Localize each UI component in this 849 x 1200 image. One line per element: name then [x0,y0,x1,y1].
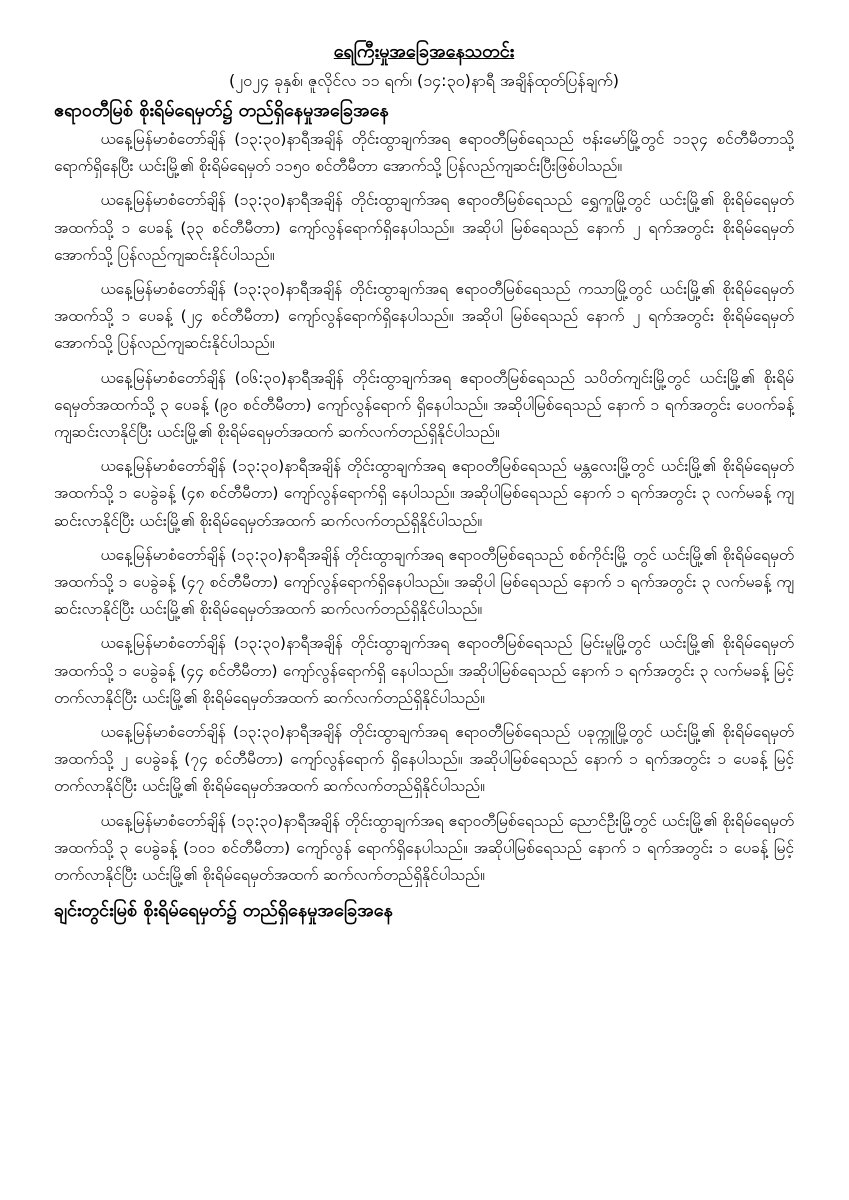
paragraph-katha: ယနေ့မြန်မာစံတော်ချိန် (၁၃:၃၀)နာရီအချိန် တိုင်းထွာချက်အရ ဧရာဝတီမြစ်ရေသည် ကသာမြို့တွင် ယင်းမြို့၏ စိုးရိမ်ရေမှတ်အထက်သို့ ၁ ပေခန့် (၂၄ စင်တီမီတာ) ကျော်လွန်ရောက်ရှိနေပါသည်။ အဆိုပါ မြစ်ရေသည် နောက် ၂ ရက်အတွင်း စိုးရိမ်ရေမှတ်အောက်သို့ ပြန်လည်ကျဆင်းနိုင်ပါသည်။ [54,280,794,353]
paragraph-bhamo: ယနေ့မြန်မာစံတော်ချိန် (၁၃:၃၀)နာရီအချိန် တိုင်းထွာချက်အရ ဧရာဝတီမြစ်ရေသည် ဗန်းမော်မြို့တွင် ၁၁၃၄ စင်တီမီတာသို့ ရောက်ရှိနေပြီး ယင်းမြို့၏ စိုးရိမ်ရေမှတ် ၁၁၅၀ စင်တီမီတာ အောက်သို့ ပြန်လည်ကျဆင်းပြီးဖြစ်ပါသည်။ [54,130,794,176]
paragraph-myinmu: ယနေ့မြန်မာစံတော်ချိန် (၁၃:၃၀)နာရီအချိန် တိုင်းထွာချက်အရ ဧရာဝတီမြစ်ရေသည် မြင်းမူမြို့တွင် ယင်းမြို့၏ စိုးရိမ်ရေမှတ်အထက်သို့ ၁ ပေခွဲခန့် (၄၄ စင်တီမီတာ) ကျော်လွန်ရောက်ရှိ နေပါသည်။ အဆိုပါမြစ်ရေသည် နောက် ၁ ရက်အတွင်း ၃ လက်မခန့် မြင့်တက်လာနိုင်ပြီး ယင်းမြို့၏ စိုးရိမ်ရေမှတ်အထက် ဆက်လက်တည်ရှိနိုင်ပါသည်။ [54,634,794,707]
section-heading-ayeyarwady: ဧရာဝတီမြစ် စိုးရိမ်ရေမှတ်၌ တည်ရှိနေမှုအခြေအနေ [54,100,389,121]
paragraph-shwegu: ယနေ့မြန်မာစံတော်ချိန် (၁၃:၃၀)နာရီအချိန် တိုင်းထွာချက်အရ ဧရာဝတီမြစ်ရေသည် ရွှေကူမြို့တွင် ယင်းမြို့၏ စိုးရိမ်ရေမှတ်အထက်သို့ ၁ ပေခန့် (၃၃ စင်တီမီတာ) ကျော်လွန်ရောက်ရှိနေပါသည်။ အဆိုပါ မြစ်ရေသည် နောက် ၂ ရက်အတွင်း စိုးရိမ်ရေမှတ်အောက်သို့ ပြန်လည်ကျဆင်းနိုင်ပါသည်။ [54,191,794,264]
paragraph-thabeikkyin: ယနေ့မြန်မာစံတော်ချိန် (၀၆:၃၀)နာရီအချိန် တိုင်းထွာချက်အရ ဧရာဝတီမြစ်ရေသည် သပိတ်ကျင်းမြို့တွင် ယင်းမြို့၏ စိုးရိမ်ရေမှတ်အထက်သို့ ၃ ပေခန့် (၉၀ စင်တီမီတာ) ကျော်လွန်ရောက် ရှိနေပါသည်။ အဆိုပါမြစ်ရေသည် နောက် ၁ ရက်အတွင်း ပေဝက်ခန့် ကျဆင်းလာနိုင်ပြီး ယင်းမြို့၏ စိုးရိမ်ရေမှတ်အထက် ဆက်လက်တည်ရှိနိုင်ပါသည်။ [54,368,794,442]
release-time-subtitle: (၂၀၂၄ ခုနှစ်၊ ဇူလိုင်လ ၁၁ ရက်၊ (၁၄:၃၀)နာရီ အချိန်ထုတ်ပြန်ချက်) [228,71,620,90]
paragraph-pakokku: ယနေ့မြန်မာစံတော်ချိန် (၁၃:၃၀)နာရီအချိန် တိုင်းထွာချက်အရ ဧရာဝတီမြစ်ရေသည် ပခုက္ကူမြို့တွင် ယင်းမြို့၏ စိုးရိမ်ရေမှတ်အထက်သို့ ၂ ပေခွဲခန့် (၇၄ စင်တီမီတာ) ကျော်လွန်ရောက် ရှိနေပါသည်။ အဆိုပါမြစ်ရေသည် နောက် ၁ ရက်အတွင်း ၁ ပေခန့် မြင့်တက်လာနိုင်ပြီး ယင်းမြို့၏ စိုးရိမ်ရေမှတ်အထက် ဆက်လက်တည်ရှိနိုင်ပါသည်။ [54,723,794,796]
document-title: ရေကြီးမှုအခြေအနေသတင်း [333,41,515,62]
section-heading-chindwin: ချင်းတွင်းမြစ် စိုးရိမ်ရေမှတ်၌ တည်ရှိနေမှုအခြေအနေ [54,900,393,922]
paragraph-sagaing: ယနေ့မြန်မာစံတော်ချိန် (၁၃:၃၀)နာရီအချိန် တိုင်းထွာချက်အရ ဧရာဝတီမြစ်ရေသည် စစ်ကိုင်းမြို့ တွင် ယင်းမြို့၏ စိုးရိမ်ရေမှတ်အထက်သို့ ၁ ပေခွဲခန့် (၄၇ စင်တီမီတာ) ကျော်လွန်ရောက်ရှိနေပါသည်။ အဆိုပါ မြစ်ရေသည် နောက် ၁ ရက်အတွင်း ၃ လက်မခန့် ကျဆင်းလာနိုင်ပြီး ယင်းမြို့၏ စိုးရိမ်ရေမှတ်အထက် ဆက်လက်တည်ရှိနိုင်ပါသည်။ [54,545,794,619]
paragraph-mandalay: ယနေ့မြန်မာစံတော်ချိန် (၁၃:၃၀)နာရီအချိန် တိုင်းထွာချက်အရ ဧရာဝတီမြစ်ရေသည် မန္တလေးမြို့တွင် ယင်းမြို့၏ စိုးရိမ်ရေမှတ်အထက်သို့ ၁ ပေခွဲခန့် (၄၈ စင်တီမီတာ) ကျော်လွန်ရောက်ရှိ နေပါသည်။ အဆိုပါမြစ်ရေသည် နောက် ၁ ရက်အတွင်း ၃ လက်မခန့် ကျဆင်းလာနိုင်ပြီး ယင်းမြို့၏ စိုးရိမ်ရေမှတ်အထက် ဆက်လက်တည်ရှိနိုင်ပါသည်။ [54,457,794,530]
document-page [54,38,794,926]
paragraph-nyaung-u: ယနေ့မြန်မာစံတော်ချိန် (၁၃:၃၀)နာရီအချိန် တိုင်းထွာချက်အရ ဧရာဝတီမြစ်ရေသည် ညောင်ဦးမြို့တွင် ယင်းမြို့၏ စိုးရိမ်ရေမှတ်အထက်သို့ ၃ ပေခွဲခန့် (၁၀၁ စင်တီမီတာ) ကျော်လွန် ရောက်ရှိနေပါသည်။ အဆိုပါမြစ်ရေသည် နောက် ၁ ရက်အတွင်း ၁ ပေခန့် မြင့်တက်လာနိုင်ပြီး ယင်းမြို့၏ စိုးရိမ်ရေမှတ်အထက် ဆက်လက်တည်ရှိနိုင်ပါသည်။ [54,811,794,885]
